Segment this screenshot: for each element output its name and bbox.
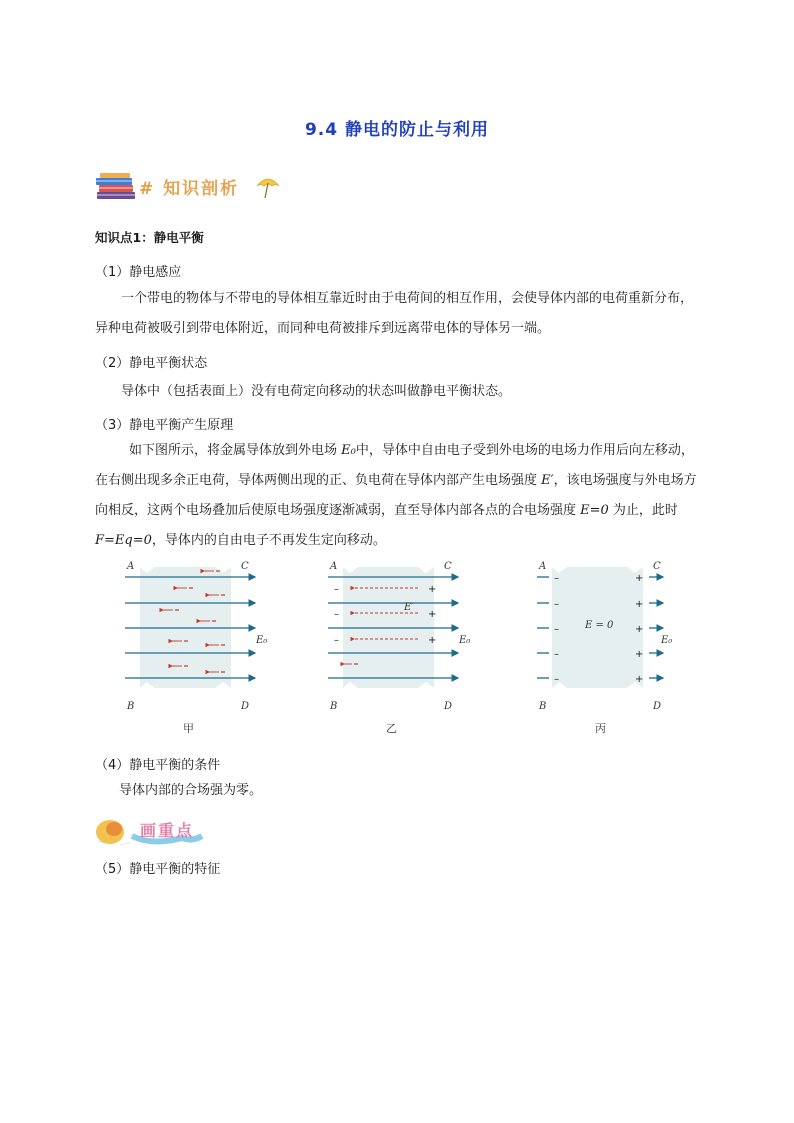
panel-jia <box>125 561 267 735</box>
section-5-heading: （5）静电平衡的特征 <box>95 862 221 877</box>
svg-text:+: + <box>635 573 644 584</box>
knowledge-point-heading: 知识点1：静电平衡 <box>95 230 204 245</box>
svg-text:+: + <box>635 624 644 635</box>
svg-text:+: + <box>635 674 644 685</box>
section-4-heading: （4）静电平衡的条件 <box>95 758 221 773</box>
sticker-label: 画重点 <box>140 821 195 840</box>
svg-text:+: + <box>428 609 437 620</box>
section-4-text: 导体内部的合场强为零。 <box>119 783 263 798</box>
panel-bing-field-label: E₀ <box>661 635 673 646</box>
svg-text:–: – <box>334 635 339 646</box>
panel-bing-label-c: C <box>653 561 661 572</box>
svg-text:+: + <box>428 635 437 646</box>
svg-text:–: – <box>334 584 339 595</box>
svg-text:+: + <box>428 584 437 595</box>
panel-bing-label-b: B <box>539 701 547 712</box>
panel-bing-caption: 丙 <box>595 722 606 735</box>
svg-text:–: – <box>554 674 559 685</box>
panel-jia-label-a: A <box>127 561 135 572</box>
svg-text:–: – <box>334 609 339 620</box>
panel-yi-caption: 乙 <box>386 722 397 735</box>
umbrella-icon <box>255 174 281 200</box>
electrostatic-equilibrium-figure <box>115 555 675 745</box>
panel-yi-label-d: D <box>444 701 453 712</box>
panel-jia-field-label: E₀ <box>256 635 268 646</box>
svg-text:+: + <box>635 649 644 660</box>
panel-yi-field-label: E₀ <box>459 635 471 646</box>
highlight-sticker-icon <box>92 812 232 848</box>
panel-jia-label-d: D <box>241 701 250 712</box>
svg-text:–: – <box>554 624 559 635</box>
page-title: 9.4 静电的防止与利用 <box>304 120 490 140</box>
section-2-text: 导体中（包括表面上）没有电荷定向移动的状态叫做静电平衡状态。 <box>121 384 512 399</box>
panel-yi-inner-field: E′ <box>404 602 414 613</box>
panel-jia-caption: 甲 <box>183 722 194 735</box>
panel-bing-label-d: D <box>653 701 662 712</box>
banner-label: # 知识剖析 <box>139 179 240 199</box>
section-2-heading: （2）静电平衡状态 <box>95 356 208 371</box>
svg-text:+: + <box>635 599 644 610</box>
panel-yi <box>328 561 470 735</box>
section-3-heading: （3）静电平衡产生原理 <box>95 418 234 433</box>
panel-yi-label-b: B <box>330 701 338 712</box>
section-3-text: 如下图所示，将金属导体放到外电场 E₀中，导体中自由电子受到外电场的电场力作用后向左移动，在右侧出现多余正电荷，导体两侧出现的正、负电荷在导体内部产生电场强度 E′，该电场强度与外电场方向相反，这两个电场叠加后使原电场强度逐渐减弱，直至导体内部各点的合电场强度 E=0 为止，此时 F=Eq=0，导体内的自由电子不再发生定向移动。 <box>95 443 697 548</box>
panel-jia-label-c: C <box>241 561 249 572</box>
panel-jia-label-b: B <box>127 701 135 712</box>
panel-bing <box>537 561 672 735</box>
svg-text:–: – <box>554 649 559 660</box>
panel-bing-inner-field: E = 0 <box>585 620 614 631</box>
panel-yi-label-a: A <box>330 561 338 572</box>
section-1-heading: （1）静电感应 <box>95 265 182 280</box>
section-1-text: 一个带电的物体与不带电的导体相互靠近时由于电荷间的相互作用，会使导体内部的电荷重新分布，异种电荷被吸引到带电体附近，而同种电荷被排斥到远离带电体的导体另一端。 <box>95 291 694 336</box>
svg-text:–: – <box>554 573 559 584</box>
svg-text:–: – <box>554 599 559 610</box>
panel-bing-label-a: A <box>539 561 547 572</box>
books-icon <box>95 172 139 202</box>
panel-yi-label-c: C <box>444 561 452 572</box>
